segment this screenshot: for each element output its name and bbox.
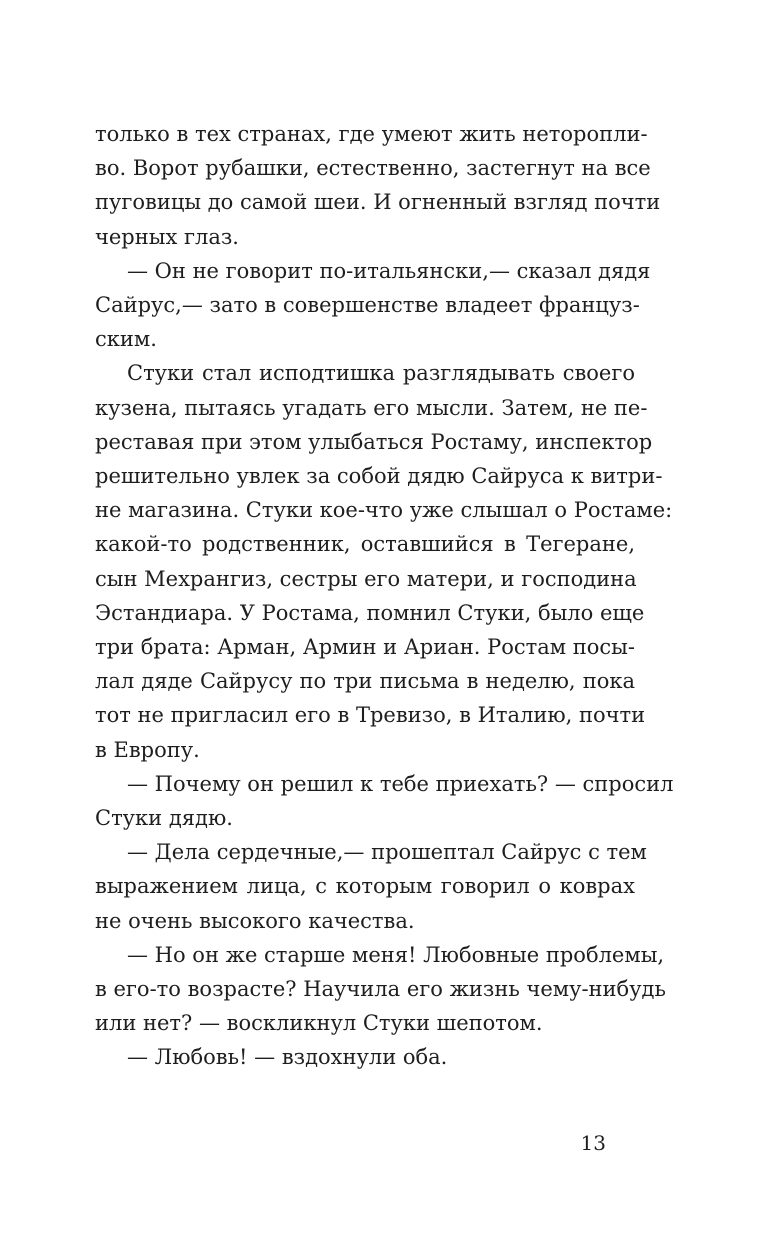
- text-line: лал дяде Сайрусу по три письма в неделю, пока: [95, 669, 635, 694]
- text-line: во. Ворот рубашки, естественно, застегнут на все: [95, 156, 651, 181]
- text-line: в его-то возрасте? Научила его жизнь чему-нибудь: [95, 977, 666, 1001]
- text-line: — Любовь! — вздохнули оба.: [127, 1045, 448, 1070]
- text-line: — Но он же старше меня! Любовные проблемы,: [127, 942, 665, 967]
- text-line: выражением лица, с которым говорил о коврах: [95, 874, 635, 899]
- text-line: — Почему он решил к тебе приехать? — спросил: [127, 771, 674, 796]
- text-line: ским.: [95, 327, 157, 352]
- page-number: 13: [580, 1131, 606, 1155]
- text-line: — Он не говорит по-итальянски,— сказал дядя: [127, 258, 651, 283]
- text-line: не очень высокого качества.: [95, 908, 415, 933]
- text-line: Эстандиара. У Ростама, помнил Стуки, было еще: [95, 600, 645, 625]
- text-line: черных глаз.: [95, 224, 239, 249]
- text-line: только в тех странах, где умеют жить неторопли-: [95, 122, 648, 146]
- text-line: — Дела сердечные,— прошептал Сайрус с тем: [127, 840, 647, 865]
- text-line: в Европу.: [95, 737, 200, 762]
- text-line: какой-то родственник, оставшийся в Тегеране,: [95, 532, 635, 557]
- text-line: сын Мехрангиз, сестры его матери, и господина: [95, 566, 637, 591]
- text-line: не магазина. Стуки кое-что уже слышал о Ростаме:: [95, 498, 673, 523]
- text-line: кузена, пытаясь угадать его мысли. Затем, не пе-: [95, 395, 648, 420]
- text-line: или нет? — воскликнул Стуки шепотом.: [95, 1011, 543, 1036]
- text-line: Сайрус,— зато в совершенстве владеет француз-: [95, 293, 640, 317]
- text-line: тот не пригласил его в Тревизо, в Италию, почти: [95, 703, 646, 728]
- text-line: реставая при этом улыбаться Ростаму, инспектор: [95, 429, 653, 454]
- text-line: Стуки дядю.: [95, 806, 233, 830]
- text-line: пуговицы до самой шеи. И огненный взгляд почти: [95, 190, 661, 215]
- text-line: Стуки стал исподтишка разглядывать своего: [127, 361, 635, 386]
- text-line: три брата: Арман, Армин и Ариан. Ростам посы-: [95, 635, 635, 659]
- text-line: решительно увлек за собой дядю Сайруса к витри-: [95, 464, 663, 488]
